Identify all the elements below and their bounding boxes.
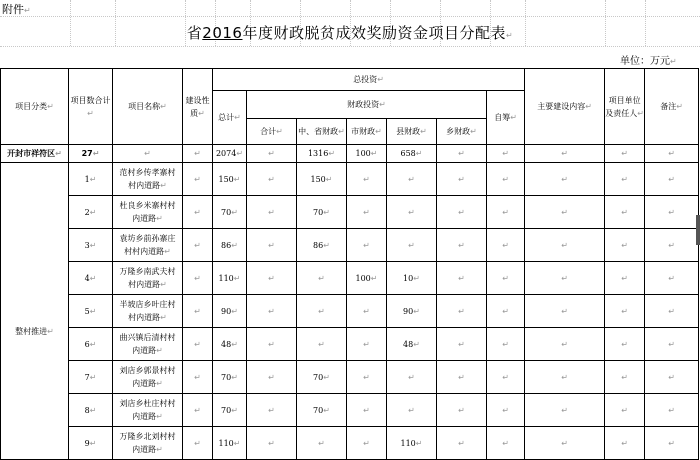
summary-region: 开封市祥符区↵ <box>1 145 69 163</box>
title-year: 2016 <box>202 24 243 42</box>
row-number: 9↵ <box>69 427 113 460</box>
county-cell: 10↵ <box>387 262 437 295</box>
summary-central-prov: 1316↵ <box>297 145 347 163</box>
remark-cell: ↵ <box>645 295 699 328</box>
summary-total: 2074↵ <box>213 145 247 163</box>
project-name: 袁坊乡前孙寨庄村村内道路↵ <box>113 229 183 262</box>
project-name: 万隆乡南武夫村村内道路↵ <box>113 262 183 295</box>
header-fiscal: 财政投资↵ <box>247 91 487 119</box>
central-prov-cell: 70↵ <box>297 361 347 394</box>
subtotal-cell: ↵ <box>247 163 297 196</box>
project-name: 刘店乡杜庄村村内道路↵ <box>113 394 183 427</box>
table-row <box>1 229 699 262</box>
header-count: 项目数合计↵ <box>69 69 113 145</box>
central-prov-cell: 86↵ <box>297 229 347 262</box>
county-cell: 110↵ <box>387 427 437 460</box>
content-cell: ↵ <box>525 394 605 427</box>
city-cell: ↵ <box>347 295 387 328</box>
header-total-invest: 总投资↵ <box>213 69 525 91</box>
content-cell: ↵ <box>525 196 605 229</box>
row-number: 3↵ <box>69 229 113 262</box>
nature-cell: ↵ <box>183 427 213 460</box>
township-cell: ↵ <box>437 229 487 262</box>
subtotal-cell: ↵ <box>247 328 297 361</box>
row-number: 5↵ <box>69 295 113 328</box>
header-township: 乡财政↵ <box>437 119 487 145</box>
row-number: 6↵ <box>69 328 113 361</box>
self-cell: ↵ <box>487 361 525 394</box>
table-row <box>1 394 699 427</box>
subtotal-cell: ↵ <box>247 427 297 460</box>
table-row <box>1 196 699 229</box>
city-cell: ↵ <box>347 427 387 460</box>
table-row <box>1 295 699 328</box>
total-cell: 110↵ <box>213 262 247 295</box>
nature-cell: ↵ <box>183 163 213 196</box>
county-cell: ↵ <box>387 394 437 427</box>
summary-county: 658↵ <box>387 145 437 163</box>
remark-cell: ↵ <box>645 361 699 394</box>
table-row <box>1 328 699 361</box>
header-county: 县财政↵ <box>387 119 437 145</box>
content-cell: ↵ <box>525 427 605 460</box>
township-cell: ↵ <box>437 427 487 460</box>
city-cell: 100↵ <box>347 262 387 295</box>
total-cell: 70↵ <box>213 196 247 229</box>
city-cell: ↵ <box>347 328 387 361</box>
owner-cell: ↵ <box>605 229 645 262</box>
project-name: 范村乡传孝寨村村内道路↵ <box>113 163 183 196</box>
nature-cell: ↵ <box>183 229 213 262</box>
owner-cell: ↵ <box>605 163 645 196</box>
header-content: 主要建设内容↵ <box>525 69 605 145</box>
grid-line <box>0 16 700 17</box>
total-cell: 110↵ <box>213 427 247 460</box>
county-cell: ↵ <box>387 361 437 394</box>
self-cell: ↵ <box>487 163 525 196</box>
content-cell: ↵ <box>525 295 605 328</box>
header-category: 项目分类↵ <box>1 69 69 145</box>
total-cell: 150↵ <box>213 163 247 196</box>
project-name: 半坡店乡叶庄村村内道路↵ <box>113 295 183 328</box>
total-cell: 70↵ <box>213 394 247 427</box>
township-cell: ↵ <box>437 328 487 361</box>
header-total: 总计↵ <box>213 91 247 145</box>
table-row <box>1 262 699 295</box>
self-cell: ↵ <box>487 229 525 262</box>
remark-cell: ↵ <box>645 427 699 460</box>
remark-cell: ↵ <box>645 328 699 361</box>
total-cell: 70↵ <box>213 361 247 394</box>
table-row <box>1 361 699 394</box>
header-name: 项目名称↵ <box>113 69 183 145</box>
subtotal-cell: ↵ <box>247 229 297 262</box>
subtotal-cell: ↵ <box>247 295 297 328</box>
owner-cell: ↵ <box>605 361 645 394</box>
remark-cell: ↵ <box>645 163 699 196</box>
remark-cell: ↵ <box>645 262 699 295</box>
unit-label: 单位：万元↵ <box>620 56 677 67</box>
self-cell: ↵ <box>487 295 525 328</box>
page-title: 省2016年度财政脱贫成效奖励资金项目分配表↵ <box>186 24 514 42</box>
total-cell: 48↵ <box>213 328 247 361</box>
project-name: 刘店乡郭景村村内道路↵ <box>113 361 183 394</box>
header-city: 市财政↵ <box>347 119 387 145</box>
content-cell: ↵ <box>525 361 605 394</box>
remark-cell: ↵ <box>645 196 699 229</box>
content-cell: ↵ <box>525 163 605 196</box>
owner-cell: ↵ <box>605 262 645 295</box>
nature-cell: ↵ <box>183 328 213 361</box>
township-cell: ↵ <box>437 196 487 229</box>
project-name: 杜良乡米寨村村内道路↵ <box>113 196 183 229</box>
header-self: 自筹↵ <box>487 91 525 145</box>
row-number: 4↵ <box>69 262 113 295</box>
category-label: 整村推进↵ <box>1 163 69 460</box>
allocation-table <box>0 68 699 460</box>
central-prov-cell: 70↵ <box>297 394 347 427</box>
header-remark: 备注↵ <box>645 69 699 145</box>
city-cell: ↵ <box>347 229 387 262</box>
city-cell: ↵ <box>347 394 387 427</box>
remark-cell: ↵ <box>645 229 699 262</box>
header-central-prov: 中、省财政↵ <box>297 119 347 145</box>
content-cell: ↵ <box>525 229 605 262</box>
attachment-label: 附件↵ <box>2 3 31 16</box>
row-number: 1↵ <box>69 163 113 196</box>
self-cell: ↵ <box>487 262 525 295</box>
county-cell: ↵ <box>387 196 437 229</box>
summary-city: 100↵ <box>347 145 387 163</box>
header-subtotal: 合计↵ <box>247 119 297 145</box>
summary-count: 27↵ <box>69 145 113 163</box>
self-cell: ↵ <box>487 427 525 460</box>
row-number: 8↵ <box>69 394 113 427</box>
row-number: 2↵ <box>69 196 113 229</box>
township-cell: ↵ <box>437 163 487 196</box>
grid-line <box>0 46 700 47</box>
subtotal-cell: ↵ <box>247 196 297 229</box>
owner-cell: ↵ <box>605 196 645 229</box>
central-prov-cell: ↵ <box>297 262 347 295</box>
township-cell: ↵ <box>437 262 487 295</box>
project-name: 曲兴镇后清村村内道路↵ <box>113 328 183 361</box>
central-prov-cell: ↵ <box>297 328 347 361</box>
nature-cell: ↵ <box>183 262 213 295</box>
owner-cell: ↵ <box>605 295 645 328</box>
table-row <box>1 163 699 196</box>
central-prov-cell: ↵ <box>297 427 347 460</box>
total-cell: 90↵ <box>213 295 247 328</box>
subtotal-cell: ↵ <box>247 262 297 295</box>
central-prov-cell: 70↵ <box>297 196 347 229</box>
county-cell: 48↵ <box>387 328 437 361</box>
nature-cell: ↵ <box>183 295 213 328</box>
self-cell: ↵ <box>487 394 525 427</box>
content-cell: ↵ <box>525 328 605 361</box>
header-unit-owner: 项目单位及责任人↵ <box>605 69 645 145</box>
central-prov-cell: 150↵ <box>297 163 347 196</box>
county-cell: ↵ <box>387 163 437 196</box>
table-row <box>1 427 699 460</box>
self-cell: ↵ <box>487 196 525 229</box>
nature-cell: ↵ <box>183 394 213 427</box>
row-number: 7↵ <box>69 361 113 394</box>
city-cell: ↵ <box>347 361 387 394</box>
owner-cell: ↵ <box>605 328 645 361</box>
owner-cell: ↵ <box>605 427 645 460</box>
nature-cell: ↵ <box>183 196 213 229</box>
subtotal-cell: ↵ <box>247 394 297 427</box>
header-nature: 建设性质↵ <box>183 69 213 145</box>
county-cell: 90↵ <box>387 295 437 328</box>
content-cell: ↵ <box>525 262 605 295</box>
city-cell: ↵ <box>347 163 387 196</box>
township-cell: ↵ <box>437 361 487 394</box>
owner-cell: ↵ <box>605 394 645 427</box>
total-cell: 86↵ <box>213 229 247 262</box>
city-cell: ↵ <box>347 196 387 229</box>
self-cell: ↵ <box>487 328 525 361</box>
nature-cell: ↵ <box>183 361 213 394</box>
summary-row: 开封市祥符区↵ 27↵ ↵ ↵ 2074↵ ↵ 1316↵ 100↵ 658↵ ↵ ↵ ↵ ↵ ↵ <box>1 145 699 163</box>
remark-cell: ↵ <box>645 394 699 427</box>
subtotal-cell: ↵ <box>247 361 297 394</box>
project-name: 万隆乡北刘村村内道路↵ <box>113 427 183 460</box>
township-cell: ↵ <box>437 394 487 427</box>
county-cell: ↵ <box>387 229 437 262</box>
central-prov-cell: ↵ <box>297 295 347 328</box>
township-cell: ↵ <box>437 295 487 328</box>
scrollbar-thumb[interactable] <box>696 215 700 245</box>
header-row <box>1 69 699 91</box>
